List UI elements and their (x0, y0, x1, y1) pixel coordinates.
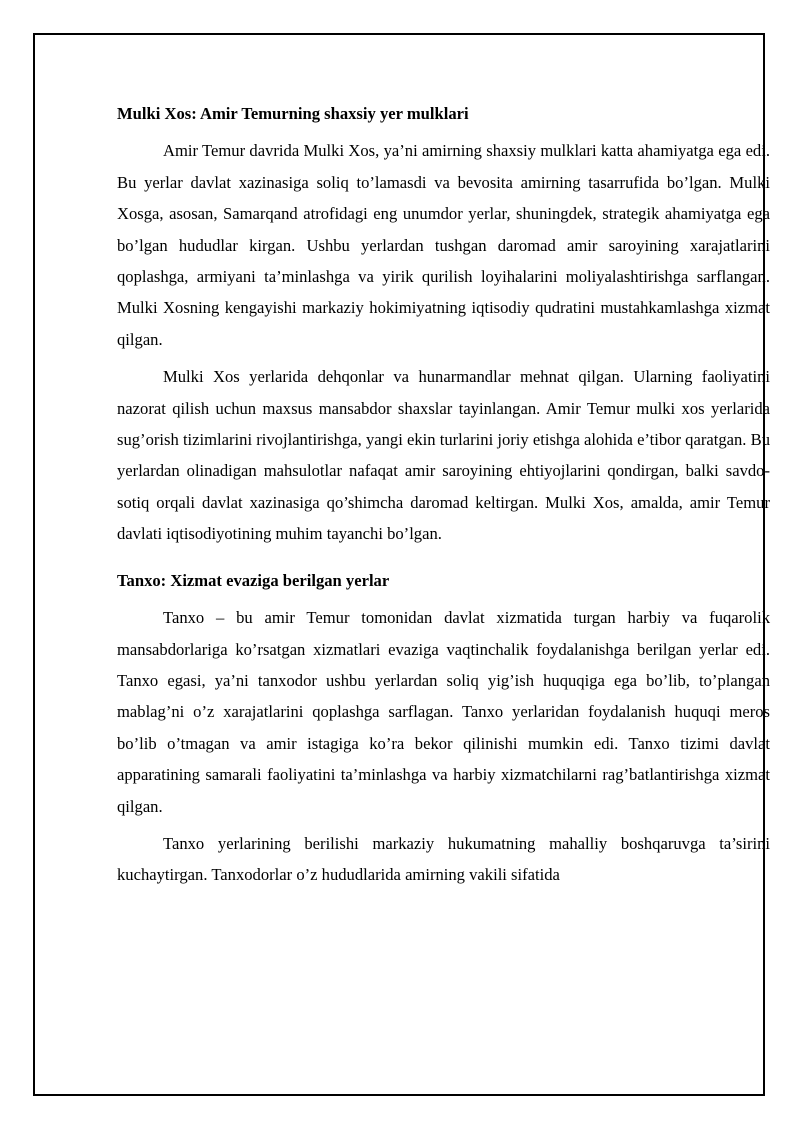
section-tanxo (117, 565, 770, 891)
paragraph: Tanxo – bu amir Temur tomonidan davlat xizmatida turgan harbiy va fuqarolik mansabdorlariga ko’rsatgan xizmatlari evaziga vaqtinchalik foydalanishga berilgan yerlar edi. Tanxo egasi, ya’ni tanxodor ushbu yerlardan soliq yig’ish huquqiga ega bo’lib, to’plangan mablag’ni o’z xarajatlarini qoplashga sarflagan. Tanxo yerlaridan foydalanish huquqi meros bo’lib o’tmagan va amir istagiga ko’ra bekor qilinishi mumkin edi. Tanxo tizimi davlat apparatining samarali faoliyatini ta’minlashga va harbiy xizmatchilarni rag’batlantirishga xizmat qilgan. (117, 608, 770, 816)
section-mulki-xos (117, 98, 770, 550)
paragraph: Tanxo yerlarining berilishi markaziy hukumatning mahalliy boshqaruvga ta’sirini kuchaytirgan. Tanxodorlar o’z hududlarida amirning vakili sifatida (117, 833, 770, 885)
section-heading: Tanxo: Xizmat evaziga berilgan yerlar (117, 570, 390, 590)
paragraph: Mulki Xos yerlarida dehqonlar va hunarmandlar mehnat qilgan. Ularning faoliyatini nazorat qilish uchun maxsus mansabdor shaxslar tayinlangan. Amir Temur mulki xos yerlarida sug’orish tizimlarini rivojlantirishga, yangi ekin turlarini joriy etishga alohida e’tibor qaratgan. Bu yerlardan olinadigan mahsulotlar nafaqat amir saroyining ehtiyojlarini qondirgan, balki savdo-sotiq orqali davlat xazinasiga qo’shimcha daromad keltirgan. Mulki Xos, amalda, amir Temur davlati iqtisodiyotining muhim tayanchi bo’lgan. (117, 367, 770, 544)
document-body (117, 98, 770, 897)
section-heading: Mulki Xos: Amir Temurning shaxsiy yer mulklari (117, 104, 469, 123)
paragraph: Amir Temur davrida Mulki Xos, ya’ni amirning shaxsiy mulklari katta ahamiyatga ega edi. Bu yerlar davlat xazinasiga soliq to’lamasdi va bevosita amirning tasarrufida bo’lgan. Mulki Xosga, asosan, Samarqand atrofidagi eng unumdor yerlar, shuningdek, strategik ahamiyatga ega bo’lgan hududlar kirgan. Ushbu yerlardan tushgan daromad amir saroyining xarajatlarini qoplashga, armiyani ta’minlashga va yirik qurilish loyihalarini moliyalashtirishga sarflangan. Mulki Xosning kengayishi markaziy hokimiyatning iqtisodiy qudratini mustahkamlashga xizmat qilgan. (117, 141, 770, 349)
